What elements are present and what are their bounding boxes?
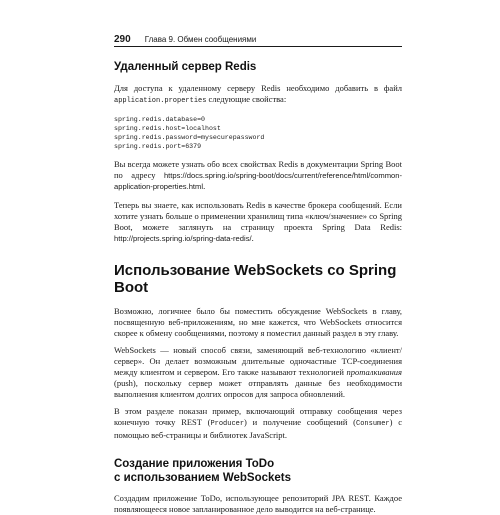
websockets-p3-mid: ) и получение сообщений ( xyxy=(244,417,357,427)
page-number: 290 xyxy=(114,34,131,45)
consumer-code: Consumer xyxy=(356,420,390,428)
sentence-end: . xyxy=(251,233,254,243)
redis-intro-suffix: следующие свойства: xyxy=(206,94,287,104)
redis-broker-paragraph xyxy=(114,200,402,244)
websockets-p2-text: WebSockets — новый способ связи, заменяющий веб-технологию «клиент/сервер». Он делает возможным длительные одночастные TCP-соединения между клиентом и сервером. Его также называют технологией xyxy=(114,345,402,377)
websockets-p3-text: В этом разделе показан пример, включающий отправку сообщения через конечную точку REST ( xyxy=(114,406,402,427)
redis-docs-paragraph xyxy=(114,159,402,192)
websockets-paragraph-2 xyxy=(114,345,402,400)
running-header xyxy=(114,31,402,47)
page-body xyxy=(114,55,402,515)
push-term: проталкивания xyxy=(346,367,402,377)
code-line: spring.redis.password=mysecurepassword xyxy=(114,134,265,141)
code-line: spring.redis.host=localhost xyxy=(114,125,221,132)
sentence-end: . xyxy=(203,181,206,191)
section-heading-websockets: Использование WebSockets со Spring Boot xyxy=(114,262,397,296)
chapter-title: Глава 9. Обмен сообщениями xyxy=(144,35,257,44)
properties-filename: application.properties xyxy=(114,97,207,105)
redis-properties-code xyxy=(114,115,402,151)
todo-paragraph: Создадим приложение ToDo, использующее репозиторий JPA REST. Каждое появляющееся новое запланированное дело выводится на веб-странице. xyxy=(114,493,402,514)
section-heading-todo-websockets xyxy=(114,457,402,485)
redis-intro-paragraph xyxy=(114,83,402,107)
producer-code: Producer xyxy=(210,420,245,428)
section-heading-remote-redis: Удаленный сервер Redis xyxy=(114,61,257,73)
spring-data-redis-link[interactable]: http://projects.spring.io/spring-data-redis/ xyxy=(114,234,252,243)
redis-docs-text: Вы всегда можете узнать обо всех свойствах Redis в документации Spring Boot по адресу xyxy=(114,159,402,180)
websockets-p3-end: ) с помощью веб-страницы и библиотек JavaScript. xyxy=(114,417,403,440)
code-line: spring.redis.port=6379 xyxy=(114,143,202,150)
code-line: spring.redis.database=0 xyxy=(114,116,206,123)
websockets-paragraph-3 xyxy=(114,406,402,441)
websockets-paragraph-1: Возможно, логичнее было бы поместить обсуждение WebSockets в главу, посвященную веб-приложениям, но мне кажется, что WebSockets относится скорее к обмену сообщениями, поэтому я поместил данный раздел в эту главу. xyxy=(114,306,402,338)
websockets-p2-end: (push), поскольку сервер может отправлять данные без необходимости выполнения клиентом долгих опросов для запроса обновлений. xyxy=(114,378,402,399)
redis-intro-text: Для доступа к удаленному серверу Redis необходимо добавить в файл xyxy=(114,83,402,93)
spring-boot-docs-link[interactable]: https://docs.spring.io/spring-boot/docs/current/reference/html/common-application-properties.html xyxy=(114,171,402,191)
todo-heading-line-1: Создание приложения ToDo xyxy=(114,458,275,470)
redis-broker-text: Теперь вы знаете, как использовать Redis в качестве брокера сообщений. Если хотите узнать больше о применении хранилищ типа «ключ/значение» со Spring Boot, можете заглянуть на страницу проекта Spring Data Redis: xyxy=(114,200,402,232)
todo-heading-line-2: с использованием WebSockets xyxy=(114,472,292,484)
